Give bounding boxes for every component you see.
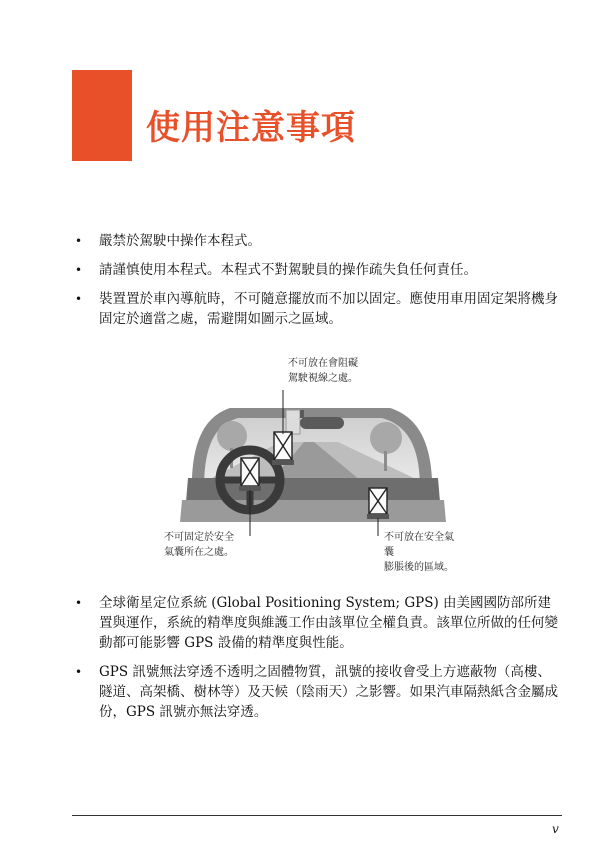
callout-left: 不可固定於安全 氣囊所在之處。 bbox=[164, 532, 234, 558]
dashboard-lower bbox=[180, 500, 446, 522]
no-mount-mark-windshield bbox=[272, 432, 294, 465]
bullet: • bbox=[75, 596, 83, 610]
list-item bbox=[72, 593, 562, 653]
list-item-text: GPS 訊號無法穿透不透明之固體物質，訊號的接收會受上方遮蔽物（高樓、隧道、高架橋、樹林等）及天候（陰雨天）之影響。如果汽車隔熱紙含金屬成份，GPS 訊號亦無法穿透。 bbox=[99, 664, 558, 720]
page-number: v bbox=[552, 822, 559, 836]
mirror-mount bbox=[300, 410, 304, 418]
list-item bbox=[72, 260, 562, 280]
no-mount-mark-airbag-driver bbox=[239, 458, 261, 491]
footer-rule bbox=[72, 815, 562, 816]
callout-right: 不可放在安全氣囊 膨脹後的區域。 bbox=[384, 532, 454, 573]
building bbox=[286, 410, 300, 434]
page-title: 使用注意事項 bbox=[146, 108, 356, 148]
caution-list-top bbox=[72, 231, 562, 338]
bullet: • bbox=[75, 665, 83, 679]
list-item-text: 全球衛星定位系統 (Global Positioning System; GPS) 由美國國防部所建置與運作，系統的精準度與維護工作由該單位全權負責。該單位所做的任何變動都可能影響 GPS 設備的精準度與性能。 bbox=[99, 595, 558, 651]
car-interior-figure bbox=[160, 350, 460, 573]
bullet: • bbox=[75, 292, 83, 306]
title-accent-block bbox=[72, 70, 132, 161]
callout-top: 不可放在會阻礙 駕駛視線之處。 bbox=[288, 358, 358, 384]
list-item bbox=[72, 231, 562, 251]
list-item bbox=[72, 662, 562, 722]
rearview-mirror bbox=[300, 417, 344, 429]
list-item-text: 請謹慎使用本程式。本程式不對駕駛員的操作疏失負任何責任。 bbox=[99, 262, 477, 278]
list-item-text: 嚴禁於駕駛中操作本程式。 bbox=[99, 233, 261, 249]
bullet: • bbox=[75, 263, 83, 277]
no-mount-mark-airbag-passenger bbox=[367, 488, 389, 519]
caution-list-bottom bbox=[72, 593, 562, 731]
list-item-text: 裝置置於車內導航時，不可隨意擺放而不加以固定。應使用車用固定架將機身固定於適當之處，需避開如圖示之區域。 bbox=[99, 291, 558, 327]
tree-trunk bbox=[384, 451, 387, 471]
tree bbox=[370, 422, 402, 454]
list-item bbox=[72, 289, 562, 329]
bullet: • bbox=[75, 234, 83, 248]
